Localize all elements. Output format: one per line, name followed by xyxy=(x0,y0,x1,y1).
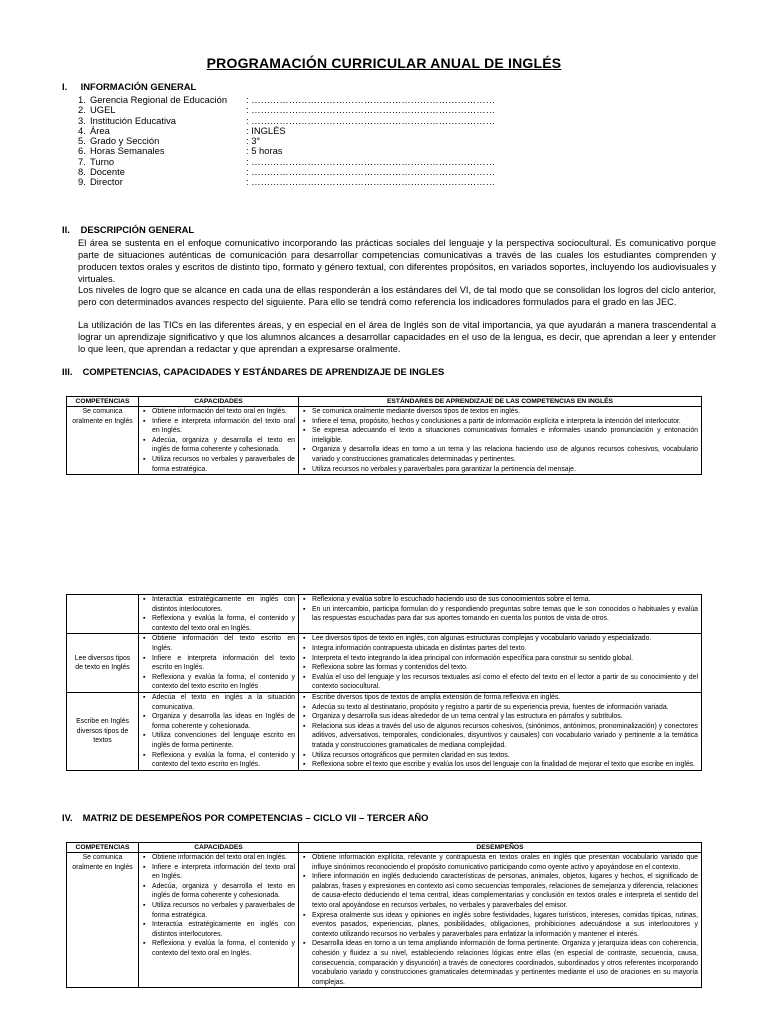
info-number: 5. xyxy=(78,135,86,147)
performance-table xyxy=(66,842,702,988)
capacities-cell xyxy=(139,595,299,634)
section-3-heading xyxy=(62,366,444,377)
list-item: ▪ En un intercambio, participa formulan do y respondiendo preguntas sobre temas que le son conocidos o habituales y evalúa las respuestas escuchadas para dar sus aportes tomando en cuenta los puntos de vista de otros. xyxy=(312,605,698,624)
list-item: ▪ Relaciona sus ideas a través del uso de algunos recursos cohesivos, (sinónimos, antónimos, pronominalización) y conectores aditivos, adversativos, temporales, condicionales, disyuntivos y causales) con vocabulario variado y pertinente a la temática tratada y construcciones gramaticales de mediana complejidad. xyxy=(312,722,698,751)
info-value: : …………………………………………………………………… xyxy=(246,104,495,116)
list-item: ▪ Reflexiona sobre las formas y contenidos del texto. xyxy=(312,663,698,673)
competency-cell: Se comunica oralmente en Inglés xyxy=(67,407,139,475)
column-header: ESTÁNDARES DE APRENDIZAJE DE LAS COMPETENCIAS EN INGLÉS xyxy=(299,397,702,407)
capacities-cell xyxy=(139,634,299,693)
column-header: DESEMPEÑOS xyxy=(299,843,702,853)
info-label: Institución Educativa xyxy=(90,114,176,126)
list-item: ▪ Adecúa el texto en inglés a la situación comunicativa. xyxy=(152,693,295,712)
info-value: : …………………………………………………………………… xyxy=(246,176,495,188)
info-label: Turno xyxy=(90,155,115,167)
info-number: 8. xyxy=(78,166,86,178)
info-label: Horas Semanales xyxy=(90,145,165,157)
list-item: ▪ Infiere e interpreta información del texto oral en Inglés. xyxy=(152,863,295,882)
table-row xyxy=(67,595,702,634)
competency-cell xyxy=(67,595,139,634)
info-number: 7. xyxy=(78,155,86,167)
table-header-row xyxy=(67,843,702,853)
list-item: ▪ Reflexiona y evalúa la forma, el contenido y contexto del texto oral en Inglés. xyxy=(152,614,295,633)
list-item: ▪ Escribe diversos tipos de textos de amplia extensión de forma reflexiva en inglés. xyxy=(312,693,698,703)
list-item: ▪ Infiere el tema, propósito, hechos y conclusiones a partir de información explícita e interpreta la intención del interlocutor. xyxy=(312,417,698,427)
section-1-title: INFORMACIÓN GENERAL xyxy=(80,81,197,92)
general-info-list xyxy=(78,94,495,188)
competency-cell: Se comunica oralmente en Inglés xyxy=(67,853,139,988)
standards-cell xyxy=(299,407,702,475)
section-3-number: III. xyxy=(62,366,73,377)
info-value: : 5 horas xyxy=(246,145,283,157)
list-item: ▪ Interactúa estratégicamente en inglés con distintos interlocutores. xyxy=(152,595,295,614)
info-label: Director xyxy=(90,176,123,188)
list-item: ▪ Reflexiona y evalúa la forma, el contenido y contexto del texto oral en Inglés. xyxy=(152,939,295,958)
info-value: : INGLÉS xyxy=(246,124,286,136)
standards-cell xyxy=(299,595,702,634)
list-item: ▪ Utiliza recursos no verbales y paraverbales de forma estratégica. xyxy=(152,455,295,474)
list-item: ▪ Reflexiona y evalúa sobre lo escuchado haciendo uso de sus conocimientos sobre el tema. xyxy=(312,595,698,605)
table-header-row xyxy=(67,397,702,407)
section-4-number: IV. xyxy=(62,812,73,823)
list-item: ▪ Utiliza convenciones del lenguaje escrito en inglés de forma pertinente. xyxy=(152,731,295,750)
list-item: ▪ Reflexiona y evalúa la forma, el contenido y contexto del texto escrito en Inglés. xyxy=(152,751,295,770)
performance-cell xyxy=(299,853,702,988)
info-value: : …………………………………………………………………… xyxy=(246,114,495,126)
section-2-number: II. xyxy=(62,224,70,235)
table-row xyxy=(67,634,702,693)
capacities-cell xyxy=(139,853,299,988)
list-item: ▪ Infiere información en inglés deduciendo características de personas, animales, objetos, lugares y hechos, el significado de palabras, frases y expresiones en contexto así como secuencias temporales, relaciones de semejanza y diferencia, relaciones de causa-efecto deduciendo el tema central, ideas complementarias y conclusión en textos orales e interpreta el sentido del texto oral apoyándose en recursos verbales, no verbales y paraverbales del emisor. xyxy=(312,872,698,910)
list-item: ▪ Organiza y desarrolla ideas en torno a un tema y las relaciona haciendo uso de algunos recursos cohesivos, vocabulario variado y construcciones gramaticales determinadas y pertinentes. xyxy=(312,445,698,464)
list-item: ▪ Lee diversos tipos de texto en inglés, con algunas estructuras complejas y vocabulario variado y especializado. xyxy=(312,634,698,644)
section-2-heading xyxy=(62,224,194,235)
info-value: : …………………………………………………………………… xyxy=(246,94,495,105)
info-number: 4. xyxy=(78,124,86,136)
list-item: ▪ Utiliza recursos no verbales y paraverbales para garantizar la pertinencia del mensaje. xyxy=(312,465,698,475)
description-paragraph: La utilización de las TICs en las diferentes áreas, y en especial en el área de Inglés son de vital importancia, ya que ayudarán a manera trascendental a lograr un aprendizaje significativo y que los alumnos alcances a desarrollar capacidades en el uso de la lengua, es decir, que aprendan a leer y entender lo que leen, que aprendan a redactar y que aprendan a expresarse oralmente. xyxy=(78,320,716,354)
column-header: CAPACIDADES xyxy=(139,843,299,853)
info-value: : …………………………………………………………………… xyxy=(246,155,495,167)
info-number: 2. xyxy=(78,104,86,116)
capacities-cell xyxy=(139,407,299,475)
list-item: ▪ Interactúa estratégicamente en inglés con distintos interlocutores. xyxy=(152,920,295,939)
info-number: 1. xyxy=(78,94,86,105)
list-item: ▪ Adecúa, organiza y desarrolla el texto en inglés de forma coherente y cohesionada. xyxy=(152,436,295,455)
column-header: COMPETENCIAS xyxy=(67,843,139,853)
standards-table xyxy=(66,396,702,475)
document-title: PROGRAMACIÓN CURRICULAR ANUAL DE INGLÉS xyxy=(206,55,562,71)
list-item: ▪ Organiza y desarrolla sus ideas alrededor de un tema central y las estructura en párrafos y subtítulos. xyxy=(312,712,698,722)
list-item: ▪ Utiliza recursos no verbales y paraverbales de forma estratégica. xyxy=(152,901,295,920)
capacities-cell xyxy=(139,692,299,770)
list-item: ▪ Reflexiona y evalúa la forma, el contenido y contexto del texto escrito en Inglés xyxy=(152,673,295,692)
info-value: : …………………………………………………………………… xyxy=(246,166,495,178)
list-item: ▪ Infiere e interpreta información del texto oral en Inglés. xyxy=(152,417,295,436)
section-4-title: MATRIZ DE DESEMPEÑOS POR COMPETENCIAS – CICLO VII – TERCER AÑO xyxy=(82,812,429,823)
section-3-title: COMPETENCIAS, CAPACIDADES Y ESTÁNDARES DE APRENDIZAJE DE INGLES xyxy=(82,366,445,377)
list-item: ▪ Se comunica oralmente mediante diversos tipos de textos en inglés. xyxy=(312,407,698,417)
list-item: ▪ Obtiene información del texto oral en Inglés. xyxy=(152,853,295,863)
section-1-heading xyxy=(62,81,196,92)
list-item: ▪ Utiliza recursos ortográficos que permiten claridad en sus textos. xyxy=(312,751,698,761)
section-4-heading xyxy=(62,812,428,823)
info-number: 3. xyxy=(78,114,86,126)
column-header: CAPACIDADES xyxy=(139,397,299,407)
standards-cell xyxy=(299,692,702,770)
list-item: ▪ Evalúa el uso del lenguaje y los recursos textuales así como el efecto del texto en el lector a partir de su conocimiento y del contexto sociocultural. xyxy=(312,673,698,692)
description-paragraph: Los niveles de logro que se alcance en cada una de ellas responderán a los estándares del VI, de tal modo que se consolidan los logros del ciclo anterior, pero con determinados avances respecto del siguiente. Para ello se tendrá como referencia los indicadores formulados para el grado en las JEC. xyxy=(78,285,716,307)
list-item: ▪ Organiza y desarrolla las ideas en Inglés de forma coherente y cohesionada. xyxy=(152,712,295,731)
standards-cell xyxy=(299,634,702,693)
section-1-number: I. xyxy=(62,81,68,92)
list-item: ▪ Reflexiona sobre el texto que escribe y evalúa los usos del lenguaje con la finalidad de mejorar el texto que escribe en inglés. xyxy=(312,760,698,770)
info-label: Grado y Sección xyxy=(90,135,160,147)
list-item: ▪ Adecúa, organiza y desarrolla el texto en inglés de forma coherente y cohesionada. xyxy=(152,882,295,901)
table-row xyxy=(67,692,702,770)
list-item: ▪ Obtiene información explícita, relevante y contrapuesta en textos orales en inglés que presentan vocabulario variado que influye sinónimos reconociendo el propósito comunicativo participando como oyente activo y apoyándose en el contexto. xyxy=(312,853,698,872)
table-row xyxy=(67,853,702,988)
info-label: UGEL xyxy=(90,104,116,116)
info-number: 6. xyxy=(78,145,86,157)
info-label: Docente xyxy=(90,166,125,178)
section-2-title: DESCRIPCIÓN GENERAL xyxy=(80,224,195,235)
competency-cell: Escribe en Inglés diversos tipos de textos xyxy=(67,692,139,770)
info-row xyxy=(78,176,495,188)
info-label: Gerencia Regional de Educación xyxy=(90,94,228,105)
list-item: ▪ Infiere e interpreta información del texto escrito en Inglés. xyxy=(152,654,295,673)
list-item: ▪ Obtiene información del texto escrito en Inglés. xyxy=(152,634,295,653)
list-item: ▪ Integra información contrapuesta ubicada en distintas partes del texto. xyxy=(312,644,698,654)
list-item: ▪ Interpreta el texto integrando la idea principal con información específica para construir su sentido global. xyxy=(312,654,698,664)
list-item: ▪ Adecúa su texto al destinatario, propósito y registro a partir de su experiencia previa, fuentes de información variada. xyxy=(312,703,698,713)
list-item: ▪ Obtiene información del texto oral en Inglés. xyxy=(152,407,295,417)
info-value: : 3° xyxy=(246,135,261,147)
standards-table-continued xyxy=(66,594,702,771)
list-item: ▪ Expresa oralmente sus ideas y opiniones en inglés sobre festividades, lugares turísticos, intereses, comidas típicas, rutinas, eventos pasados, experiencias, planes, posibilidades, obligaciones, prohibiciones adecuándose a sus interlocutores y contexto utilizando recursos no verbales y paraverbales para enfatizar la información y mantener el interés. xyxy=(312,911,698,940)
table-row xyxy=(67,407,702,475)
list-item: ▪ Se expresa adecuando el texto a situaciones comunicativas formales e informales usando pronunciación y entonación inteligible. xyxy=(312,426,698,445)
list-item: ▪ Desarrolla ideas en torno a un tema ampliando información de forma pertinente. Organiza y jerarquiza ideas con coherencia, cohesión y fluidez a su nivel, estableciendo relaciones lógicas entre ellas (en especial de contraste, secuencia, causa, consecuencia, comparación y disyunción) a través de conectores coordinados, subordinados y otros referentes incorporando vocabulario variado y construcciones gramaticales determinadas y pertinentes mediante el uso de oraciones en su mayoría complejas. xyxy=(312,939,698,987)
column-header: COMPETENCIAS xyxy=(67,397,139,407)
description-paragraph: El área se sustenta en el enfoque comunicativo incorporando las prácticas sociales del lenguaje y la perspectiva sociocultural. Es comunicativo porque parte de situaciones auténticas de comunicación para desarrollar competencias comunicativas a través de las cuales los estudiantes comprenden y producen textos orales y escritos de distinto tipo, formato y género textual, con diferentes propósitos, en variados soportes, incluyendo los audiovisuales y virtuales. xyxy=(78,238,716,284)
competency-cell: Lee diversos tipos de texto en Inglés xyxy=(67,634,139,693)
info-number: 9. xyxy=(78,176,86,188)
info-label: Área xyxy=(90,124,110,136)
